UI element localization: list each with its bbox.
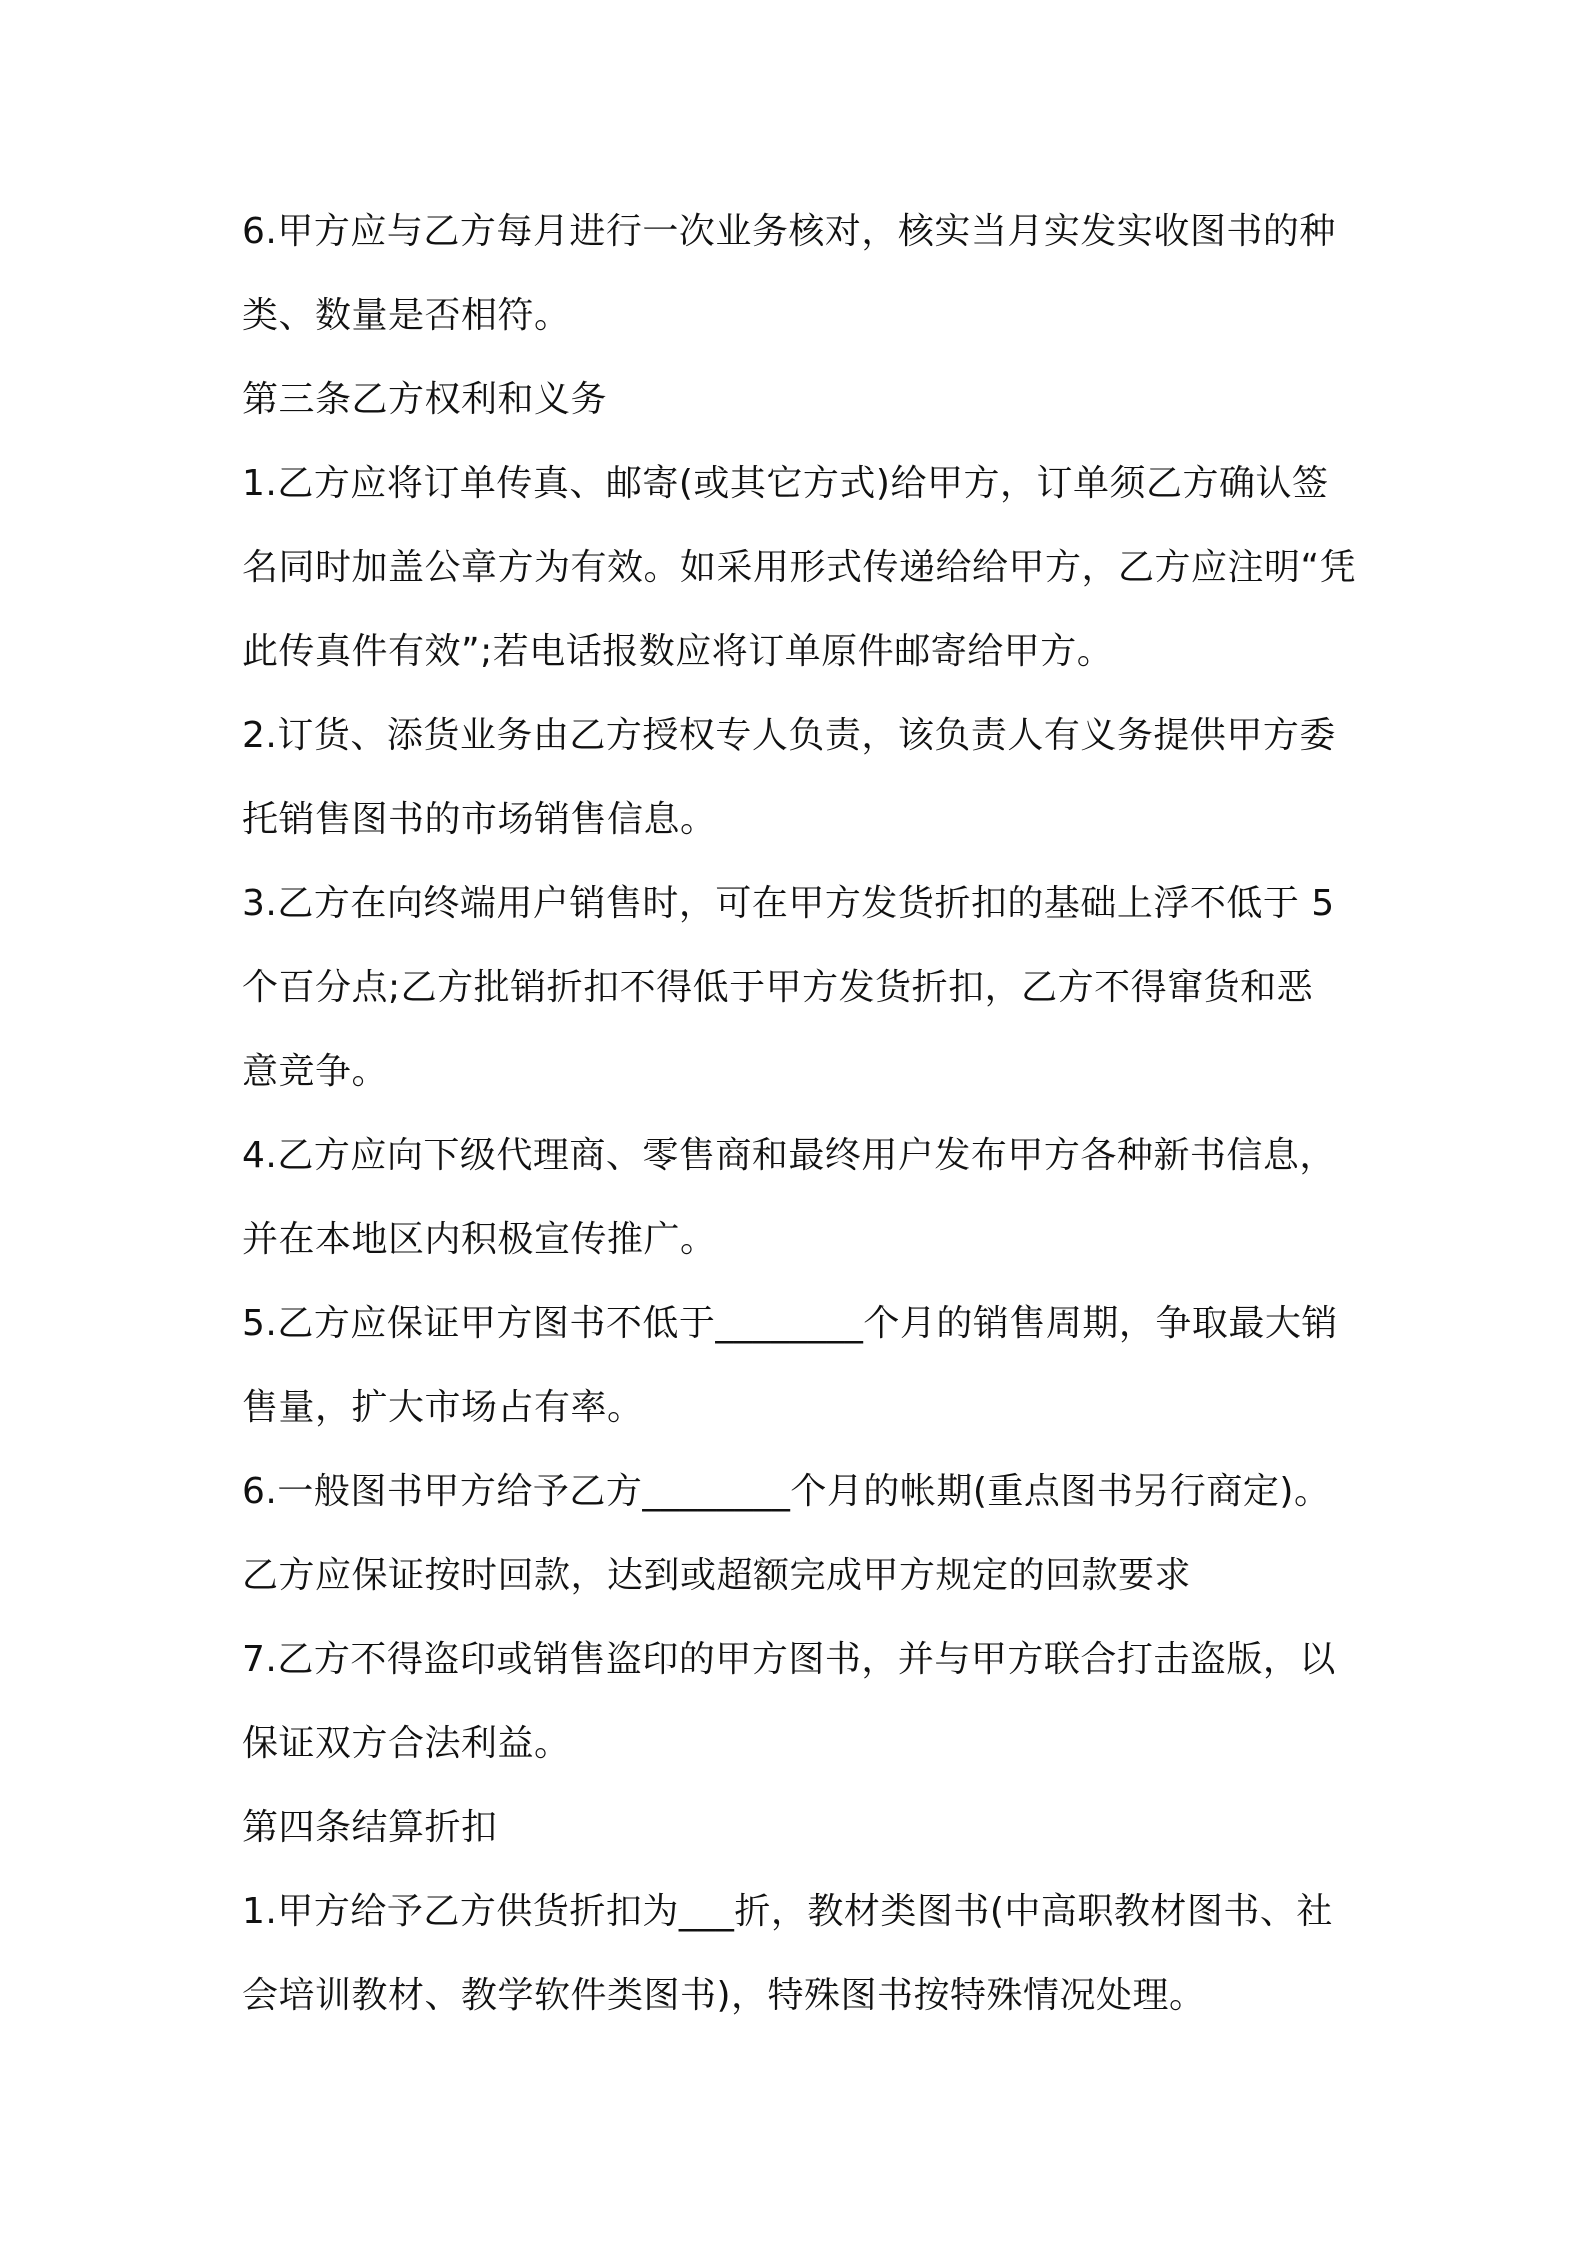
text-line: 1.乙方应将订单传真、邮寄(或其它方式)给甲方，订单须乙方确认签 bbox=[242, 463, 1329, 504]
text-line: 2.订货、添货业务由乙方授权专人负责，该负责人有义务提供甲方委 bbox=[242, 715, 1336, 756]
section-heading: 第四条结算折扣 bbox=[242, 1807, 498, 1848]
text-line: 名同时加盖公章方为有效。如采用形式传递给给甲方，乙方应注明“凭 bbox=[242, 547, 1357, 588]
text-line: 会培训教材、教学软件类图书)，特殊图书按特殊情况处理。 bbox=[242, 1975, 1206, 2016]
text-line: 5.乙方应保证甲方图书不低于________个月的销售周期，争取最大销 bbox=[242, 1303, 1338, 1344]
text-line: 乙方应保证按时回款，达到或超额完成甲方规定的回款要求 bbox=[242, 1555, 1192, 1596]
document-body bbox=[242, 190, 1362, 2038]
text-line: 6.一般图书甲方给予乙方________个月的帐期(重点图书另行商定)。 bbox=[242, 1471, 1331, 1512]
text-line: 6.甲方应与乙方每月进行一次业务核对，核实当月实发实收图书的种 bbox=[242, 211, 1336, 252]
text-line: 意竞争。 bbox=[242, 1051, 389, 1092]
text-line: 并在本地区内积极宣传推广。 bbox=[242, 1219, 717, 1260]
text-line: 个百分点;乙方批销折扣不得低于甲方发货折扣，乙方不得窜货和恶 bbox=[242, 967, 1314, 1008]
text-line: 4.乙方应向下级代理商、零售商和最终用户发布甲方各种新书信息， bbox=[242, 1135, 1336, 1176]
text-line: 类、数量是否相符。 bbox=[242, 295, 571, 336]
text-line: 1.甲方给予乙方供货折扣为___折，教材类图书(中高职教材图书、社 bbox=[242, 1891, 1333, 1932]
text-line: 此传真件有效”;若电话报数应将订单原件邮寄给甲方。 bbox=[242, 631, 1114, 672]
text-line: 7.乙方不得盗印或销售盗印的甲方图书，并与甲方联合打击盗版，以 bbox=[242, 1639, 1336, 1680]
text-line: 托销售图书的市场销售信息。 bbox=[242, 799, 717, 840]
text-line: 3.乙方在向终端用户销售时，可在甲方发货折扣的基础上浮不低于 5 bbox=[242, 883, 1335, 924]
text-line: 售量，扩大市场占有率。 bbox=[242, 1387, 644, 1428]
text-line: 保证双方合法利益。 bbox=[242, 1723, 571, 1764]
section-heading: 第三条乙方权利和义务 bbox=[242, 379, 608, 420]
